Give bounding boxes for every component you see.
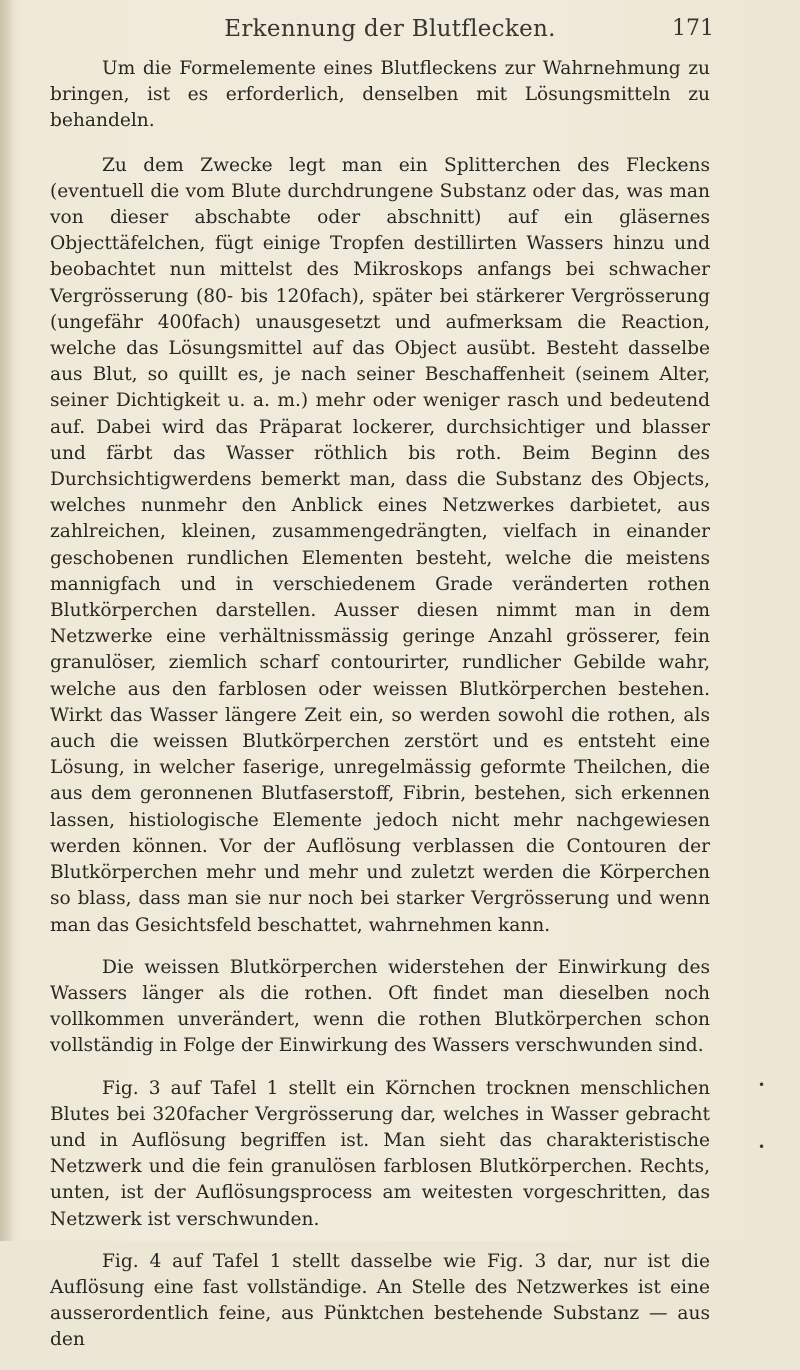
margin-mark: • [758, 1078, 766, 1092]
binding-gutter-shadow [0, 0, 14, 1241]
paragraph-white-cells: Die weissen Blutkörperchen widerstehen der Einwirkung des Wassers länger als die rothen. Oft findet man dieselben noch vollkommen unverändert, wenn die rothen Blutkörperchen schon vollständig in Folge der Einwirkung des Wassers verschwunden sind. [50, 956, 710, 1057]
paragraph-fig4: Fig. 4 auf Tafel 1 stellt dasselbe wie Fig. 3 dar, nur ist die Auflösung eine fast vollständige. An Stelle des Netzwerkes ist eine ausserordentlich feine, aus Pünktchen bestehende Substanz — aus den [50, 1250, 710, 1351]
running-head: Erkennung der Blutflecken. [224, 16, 556, 42]
page-header [0, 16, 800, 56]
body-text [50, 56, 710, 1370]
margin-mark: • [758, 1140, 766, 1154]
page-number: 171 [672, 16, 714, 41]
paragraph-procedure: Zu dem Zwecke legt man ein Splitterchen des Fleckens (eventuell die vom Blute durchdrungene Substanz oder das, was man von dieser abschabte oder abschnitt) auf ein gläsernes Objecttäfelchen, fügt einige Tropfen destillirten Wassers hinzu und beobachtet nun mittelst des Mikroskops anfangs bei schwacher Vergrösserung (80- bis 120fach), später bei stärkerer Vergrösserung (ungefähr 400fach) unausgesetzt und aufmerksam die Reaction, welche das Lösungsmittel auf das Object ausübt. Besteht dasselbe aus Blut, so quillt es, je nach seiner Beschaffenheit (seinem Alter, seiner Dichtigkeit u. a. m.) mehr oder weniger rasch und bedeutend auf. Dabei wird das Präparat lockerer, durchsichtiger und blasser und färbt das Wasser röthlich bis roth. Beim Beginn des Durchsichtigwerdens bemerkt man, dass die Substanz des Objects, welches nunmehr den Anblick eines Netzwerkes darbietet, aus zahlreichen, kleinen, zusammengedrängten, vielfach in einander geschobenen rundlichen Elementen besteht, welche die meistens mannigfach und in verschiedenem Grade veränderten rothen Blutkörperchen darstellen. Ausser diesen nimmt man in dem Netzwerke eine verhältnissmässig geringe Anzahl grösserer, fein granulöser, ziemlich scharf contourirter, rundlicher Gebilde wahr, welche aus den farblosen oder weissen Blutkörperchen bestehen. Wirkt das Wasser längere Zeit ein, so werden sowohl die rothen, als auch die weissen Blutkörperchen zerstört und es entsteht eine Lösung, in welcher faserige, unregelmässig geformte Theilchen, die aus dem geronnenen Blutfaserstoff, Fibrin, bestehen, sich erkennen lassen, histiologische Elemente jedoch nicht mehr nachgewiesen werden können. Vor der Auflösung verblassen die Contouren der Blutkörperchen mehr und mehr und zuletzt werden die Körperchen so blass, dass man sie nur noch bei starker Vergrösserung und wenn man das Gesichtsfeld beschattet, wahrnehmen kann. [50, 154, 710, 936]
paragraph-intro: Um die Formelemente eines Blutfleckens zur Wahrnehmung zu bringen, ist es erforderlich, denselben mit Lösungsmitteln zu behandeln. [50, 58, 710, 132]
paragraph-fig3: Fig. 3 auf Tafel 1 stellt ein Körnchen trocknen menschlichen Blutes bei 320facher Vergrösserung dar, welches in Wasser gebracht und in Auflösung begriffen ist. Man sieht das charakteristische Netzwerk und die fein granulösen farblosen Blutkörperchen. Rechts, unten, ist der Auflösungsprocess am weitesten vorgeschritten, das Netzwerk ist verschwunden. [50, 1077, 710, 1230]
